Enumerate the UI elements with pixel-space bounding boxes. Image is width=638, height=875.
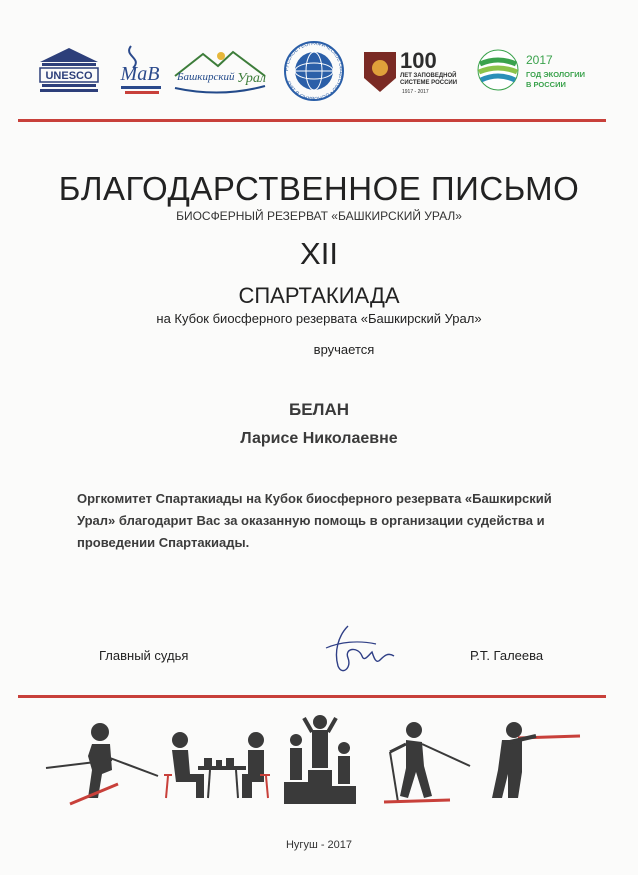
eco-year-logo (476, 46, 596, 98)
letter-body: Оргкомитет Спартакиады на Кубок биосферного резервата «Башкирский Урал» благодарит Вас за оказанную помощь в организации судейства и проведении Спартакиады. (77, 491, 552, 550)
skier-icon (46, 723, 158, 804)
svg-text:2017: 2017 (526, 53, 553, 67)
letter-subtitle: БИОСФЕРНЫЙ РЕЗЕРВАТ «БАШКИРСКИЙ УРАЛ» (176, 209, 462, 223)
svg-text:РУССКОЕ ГЕОГРАФИЧЕСКОЕ ОБЩЕСТВ: РУССКОЕ ГЕОГРАФИЧЕСКОЕ ОБЩЕСТВО • ОСНОВАНО В 1845 (283, 40, 345, 102)
svg-text:100: 100 (400, 48, 437, 73)
top-divider (18, 119, 606, 122)
svg-text:Урал: Урал (237, 71, 266, 86)
skier-poles-icon (384, 722, 470, 802)
footer-place-year: Нугуш - 2017 (285, 839, 353, 851)
svg-text:В РОССИИ: В РОССИИ (526, 80, 566, 89)
signer-name: Р.Т. Галеева (470, 648, 544, 663)
rgo-globe-logo (278, 40, 350, 102)
handwritten-signature (318, 622, 398, 682)
svg-text:UNESCO: UNESCO (45, 70, 93, 82)
awarded-line: вручается (313, 342, 375, 357)
mab-logo (113, 42, 168, 100)
logos-row (38, 40, 598, 110)
unesco-logo (38, 46, 100, 98)
biathlon-shooter-icon (492, 722, 580, 798)
svg-text:ЛЕТ ЗАПОВЕДНОЙ: ЛЕТ ЗАПОВЕДНОЙ (400, 73, 457, 79)
bashkir-ural-logo (173, 46, 268, 98)
sports-pictograms (40, 712, 600, 812)
reserve-100-logo (360, 48, 470, 98)
cup-line: на Кубок биосферного резервата «Башкирский Урал» (156, 311, 482, 326)
svg-text:СИСТЕМЕ РОССИИ: СИСТЕМЕ РОССИИ (400, 80, 458, 86)
letter-title: БЛАГОДАРСТВЕННОЕ ПИСЬМО (58, 170, 580, 207)
svg-text:ГОД ЭКОЛОГИИ: ГОД ЭКОЛОГИИ (526, 70, 586, 79)
podium-icon (284, 715, 356, 804)
svg-text:1917 - 2017: 1917 - 2017 (402, 89, 429, 95)
chess-players-icon (164, 732, 270, 798)
event-name: СПАРТАКИАДА (238, 283, 400, 308)
signer-role: Главный судья (99, 648, 189, 663)
recipient-name: Ларисе Николаевне (240, 430, 398, 447)
recipient-surname: БЕЛАН (288, 400, 350, 419)
bottom-divider (18, 695, 606, 698)
svg-text:Башкирский: Башкирский (177, 71, 235, 83)
edition-number: XII (300, 236, 338, 271)
svg-text:MaB: MaB (120, 63, 160, 85)
